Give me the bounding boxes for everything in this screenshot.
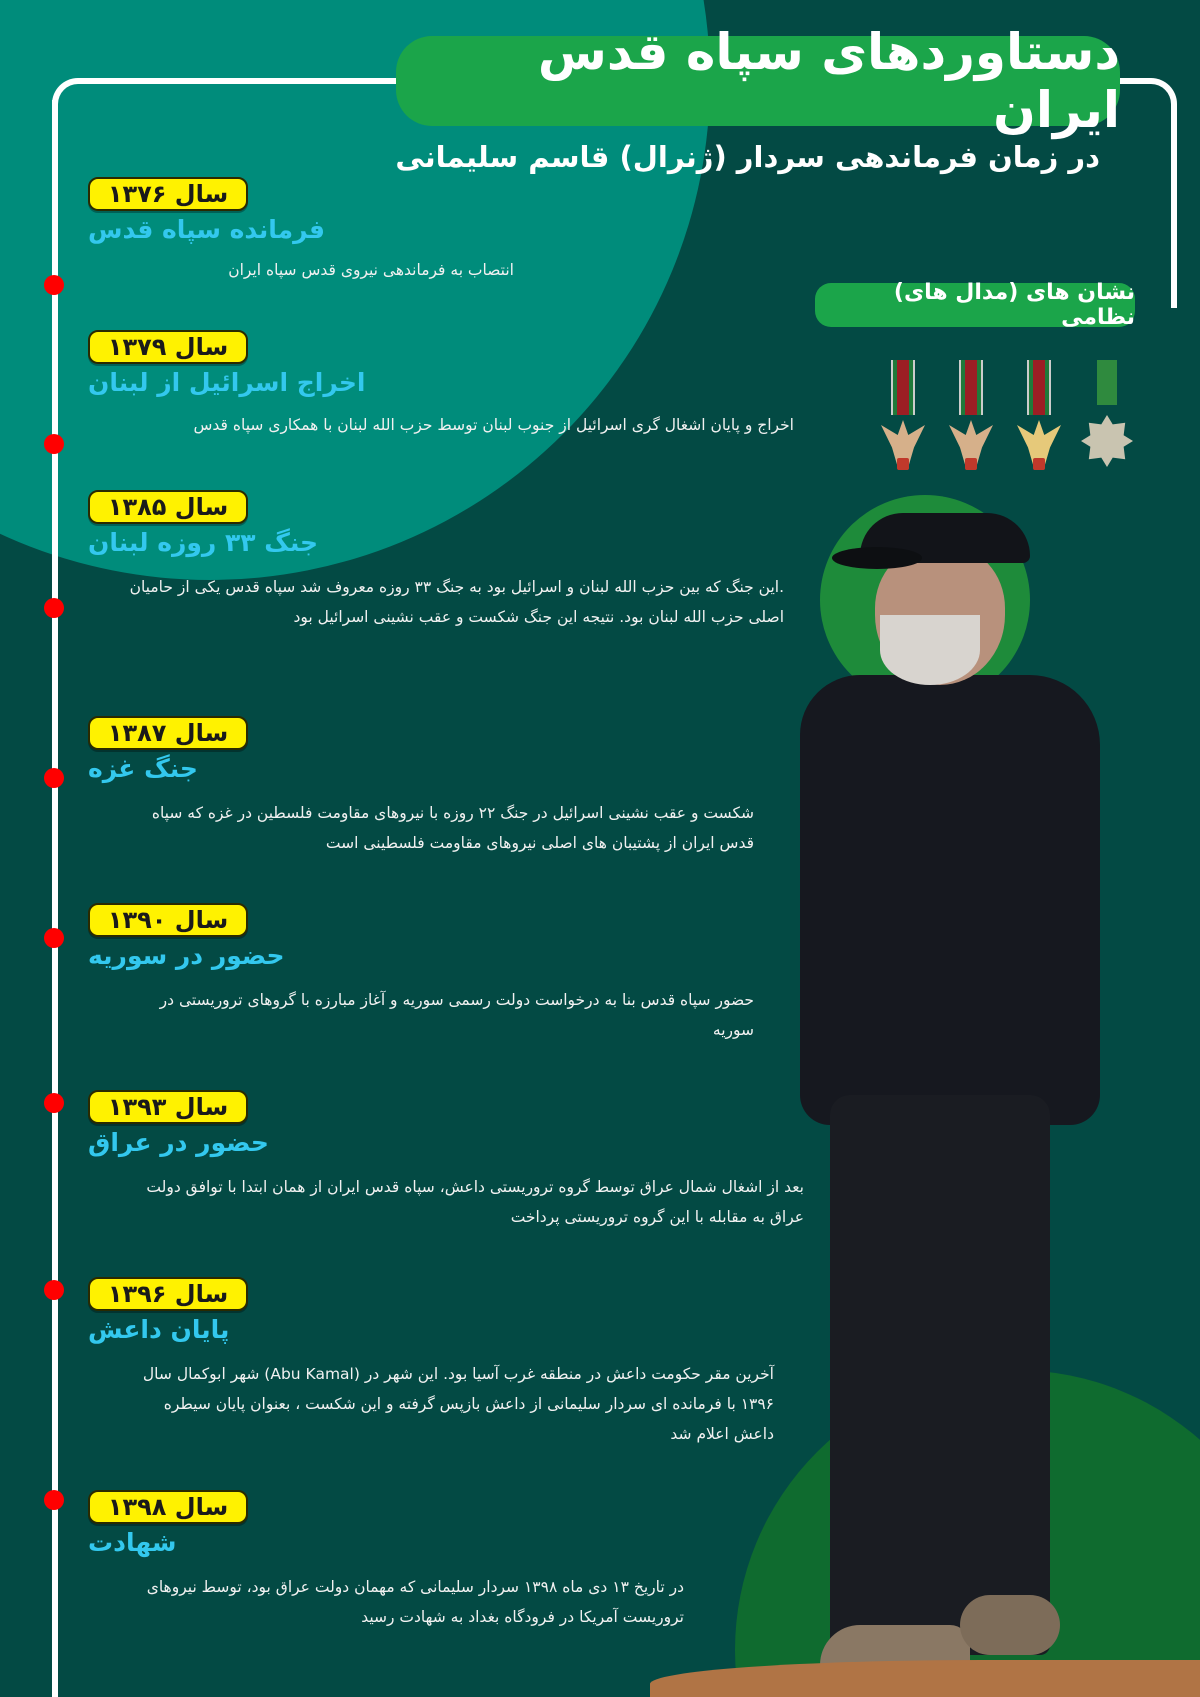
timeline-dot — [44, 1490, 64, 1510]
timeline-dot — [44, 598, 64, 618]
year-badge: سال ۱۳۹۸ — [88, 1490, 248, 1524]
medals-row — [875, 360, 1135, 480]
portrait-image — [790, 505, 1190, 1697]
event-description: حضور سپاه قدس بنا به درخواست دولت رسمی سوریه و آغاز مبارزه با گروهای تروریستی در سوریه — [159, 991, 754, 1039]
event-title: فرمانده سپاه قدس — [88, 215, 326, 244]
star-medal-icon — [1079, 360, 1135, 480]
event-title: شهادت — [88, 1528, 177, 1557]
timeline-dot — [44, 928, 64, 948]
timeline-event — [88, 490, 788, 670]
timeline-dot — [44, 1093, 64, 1113]
event-title: جنگ غزه — [88, 754, 198, 783]
page-title: دستاوردهای سپاه قدس ایران — [396, 36, 1120, 126]
medal-icon — [943, 360, 999, 480]
timeline-event — [88, 1090, 804, 1230]
timeline-vertical-line — [52, 100, 58, 1697]
timeline-event — [88, 177, 788, 287]
event-description: بعد از اشغال شمال عراق توسط گروه تروریستی داعش، سپاه قدس ایران از همان ابتدا با توافق دولت عراق به مقابله با این گروه تروریستی پرداخت — [146, 1178, 804, 1226]
timeline-dot — [44, 275, 64, 295]
event-description: آخرین مقر حکومت داعش در منطقه غرب آسیا بود. این شهر در (Abu Kamal) شهر ابوکمال سال ۱۳۹۶ با فرمانده ای سردار سلیمانی از داعش بازپس گرفته و این شکست ، بعنوان پایان سیطره داعش اعلام شد — [142, 1365, 774, 1443]
medal-icon — [875, 360, 931, 480]
timeline-event — [88, 1277, 788, 1467]
year-badge: سال ۱۳۷۶ — [88, 177, 248, 211]
page-subtitle: در زمان فرماندهی سردار (ژنرال) قاسم سلیمانی — [395, 140, 1100, 174]
timeline-dot — [44, 768, 64, 788]
event-description: اخراج و پایان اشغال گری اسرائیل از جنوب لبنان توسط حزب الله لبنان با همکاری سپاه قدس — [193, 416, 794, 434]
ground-image — [650, 1660, 1200, 1697]
event-description: در تاریخ ۱۳ دی ماه ۱۳۹۸ سردار سلیمانی که مهمان دولت عراق بود، توسط نیروهای تروریست آمریکا در فرودگاه بغداد به شهادت رسید — [146, 1578, 684, 1626]
event-title: جنگ ۳۳ روزه لبنان — [88, 528, 319, 557]
medals-label: نشان های (مدال های) نظامی — [815, 283, 1135, 327]
event-title: پایان داعش — [88, 1315, 230, 1344]
year-badge: سال ۱۳۹۰ — [88, 903, 248, 937]
year-badge: سال ۱۳۸۵ — [88, 490, 248, 524]
event-title: اخراج اسرائیل از لبنان — [88, 368, 366, 397]
medal-icon — [1011, 360, 1067, 480]
timeline-event — [88, 330, 794, 450]
year-badge: سال ۱۳۸۷ — [88, 716, 248, 750]
year-badge: سال ۱۳۹۶ — [88, 1277, 248, 1311]
event-title: حضور در سوریه — [88, 941, 285, 970]
event-title: حضور در عراق — [88, 1128, 269, 1157]
timeline-dot — [44, 434, 64, 454]
year-badge: سال ۱۳۷۹ — [88, 330, 248, 364]
event-description: .این جنگ که بین حزب الله لبنان و اسرائیل بود به جنگ ۳۳ روزه معروف شد سپاه قدس یکی از حامیان اصلی حزب الله لبنان بود. نتیجه این جنگ شکست و عقب نشینی اسرائیل بود — [129, 578, 784, 626]
timeline-event — [88, 903, 788, 1043]
timeline-dot — [44, 1280, 64, 1300]
event-description: شکست و عقب نشینی اسرائیل در جنگ ۲۲ روزه با نیروهای مقاومت فلسطین در غزه که سپاه قدس ایران از پشتیبان های اصلی نیروهای مقاومت فلسطینی است — [151, 804, 754, 852]
timeline-event — [88, 1490, 788, 1650]
year-badge: سال ۱۳۹۳ — [88, 1090, 248, 1124]
event-description: انتصاب به فرماندهی نیروی قدس سپاه ایران — [228, 261, 514, 279]
timeline-event — [88, 716, 788, 856]
